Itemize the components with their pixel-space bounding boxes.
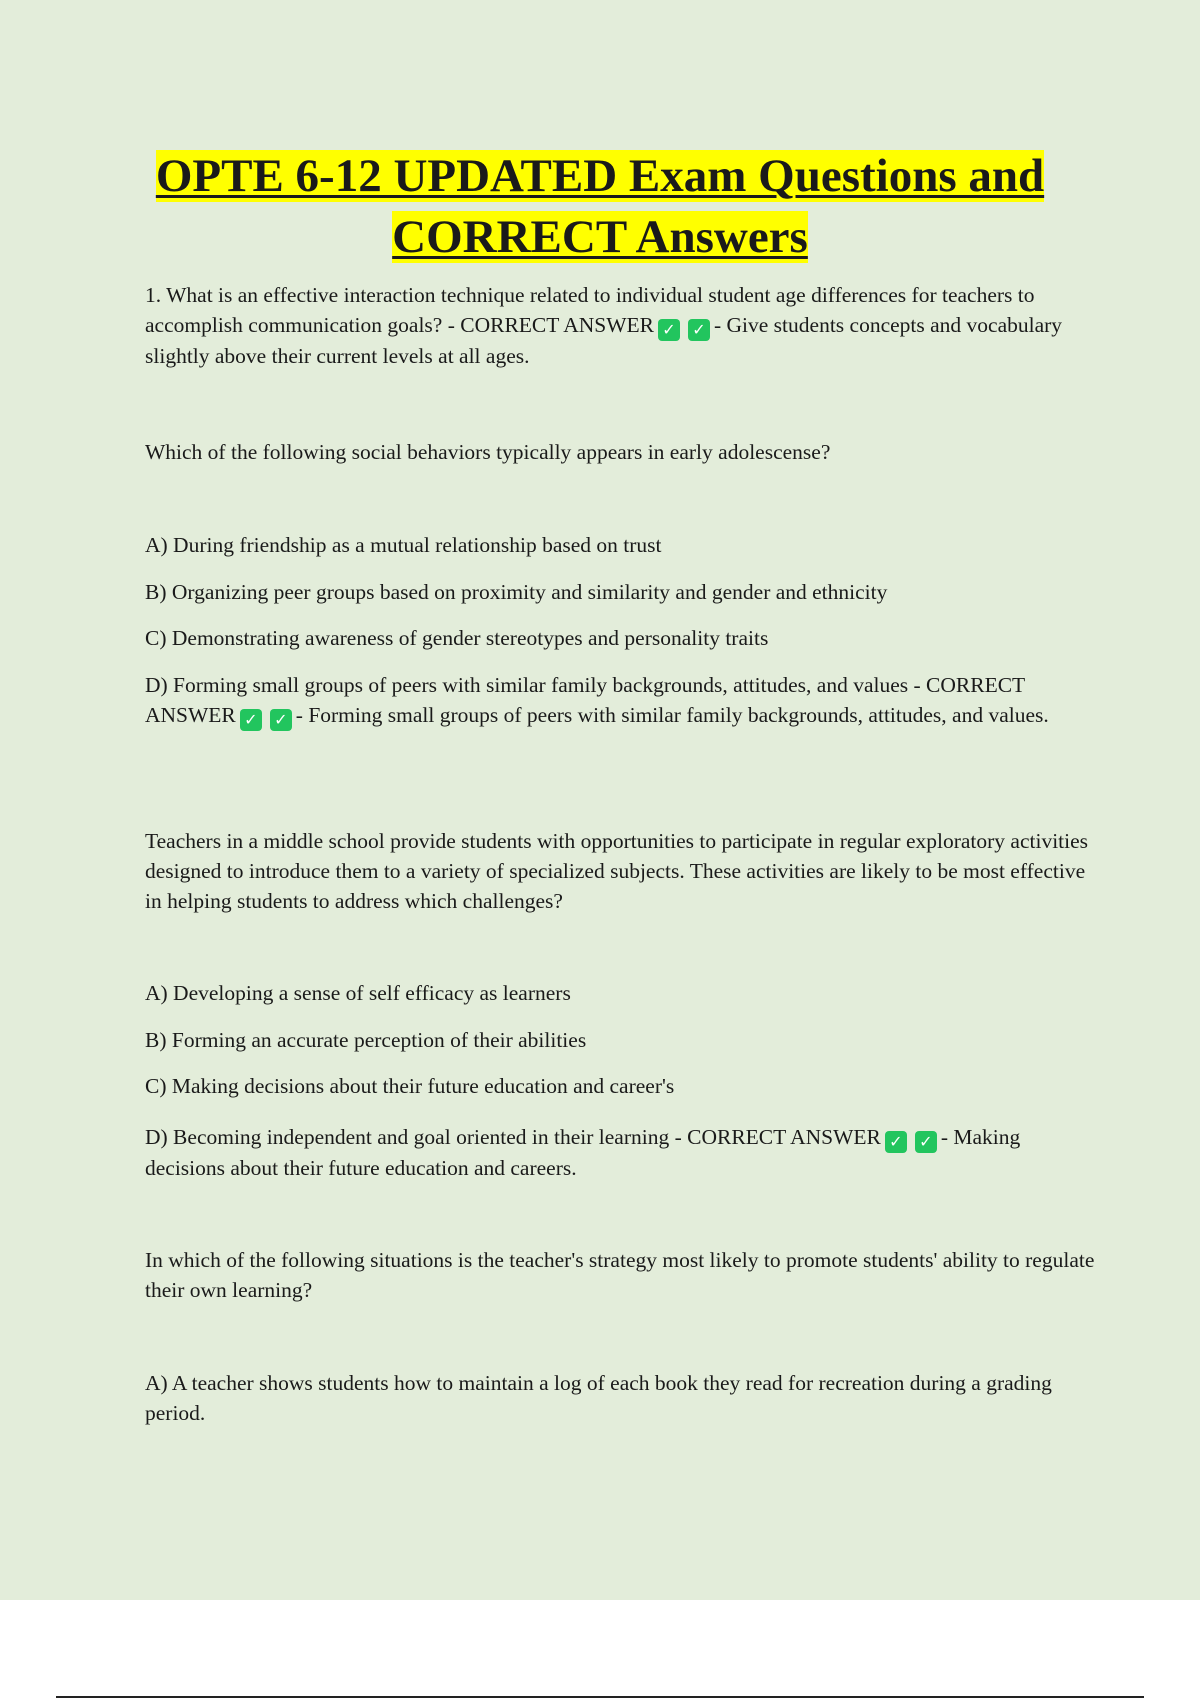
title-line-1: OPTE 6-12 UPDATED Exam Questions and bbox=[155, 150, 1045, 202]
question-3-option-b: B) Forming an accurate perception of their abilities bbox=[145, 1028, 587, 1052]
question-2-option-b: B) Organizing peer groups based on proximity and similarity and gender and ethnicity bbox=[145, 580, 888, 604]
question-2-answer: - Forming small groups of peers with similar family backgrounds, attitudes, and values. bbox=[295, 703, 1049, 727]
check-icon: ✓ bbox=[270, 709, 292, 731]
question-3-text: Teachers in a middle school provide students with opportunities to participate in regular exploratory activities designed to introduce them to a variety of specialized subjects. These activities are likely to be most effective in helping students to address which challenges? bbox=[145, 829, 1089, 913]
check-icon: ✓ bbox=[658, 319, 680, 341]
question-1-answer: - Give students concepts and vocabulary slightly above their current levels at all ages. bbox=[145, 313, 1063, 368]
question-2-option-a: A) During friendship as a mutual relationship based on trust bbox=[145, 533, 662, 557]
title-line-2: CORRECT Answers bbox=[392, 211, 808, 263]
question-3-option-d-text: D) Becoming independent and goal oriented in their learning - CORRECT ANSWER bbox=[145, 1125, 881, 1149]
question-3-option-d bbox=[145, 1122, 1095, 1183]
question-3-answer: - Making decisions about their future education and careers. bbox=[145, 1125, 1021, 1180]
question-3-option-a: A) Developing a sense of self efficacy as learners bbox=[145, 981, 571, 1005]
question-3-option-c: C) Making decisions about their future education and career's bbox=[145, 1074, 675, 1098]
question-1 bbox=[145, 280, 1095, 371]
check-icon: ✓ bbox=[915, 1131, 937, 1153]
question-2-option-c: C) Demonstrating awareness of gender stereotypes and personality traits bbox=[145, 626, 769, 650]
check-icon: ✓ bbox=[240, 709, 262, 731]
question-1-text: 1. What is an effective interaction technique related to individual student age differences for teachers to accomplish communication goals? - CORRECT ANSWER bbox=[145, 283, 1035, 337]
question-2-option-d bbox=[145, 670, 1095, 731]
question-4-text: In which of the following situations is the teacher's strategy most likely to promote students' ability to regulate their own learning? bbox=[145, 1248, 1095, 1302]
check-icon: ✓ bbox=[885, 1131, 907, 1153]
footer-divider bbox=[56, 1696, 1144, 1698]
page-title bbox=[0, 146, 1200, 268]
question-2-option-d-text: D) Forming small groups of peers with similar family backgrounds, attitudes, and values - CORRECT ANSWER bbox=[145, 673, 1025, 727]
check-icon: ✓ bbox=[688, 319, 710, 341]
question-2-text: Which of the following social behaviors typically appears in early adolescense? bbox=[145, 440, 831, 464]
question-4-option-a: A) A teacher shows students how to maintain a log of each book they read for recreation during a grading period. bbox=[145, 1371, 1052, 1425]
